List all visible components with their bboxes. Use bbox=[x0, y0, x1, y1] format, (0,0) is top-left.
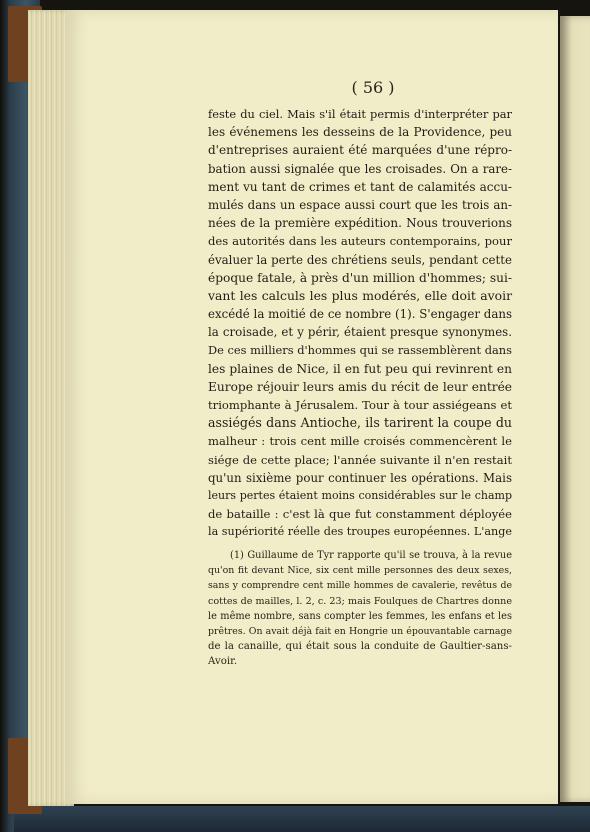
body-line: siége de cette place; l'année suivante il n'en restait bbox=[208, 452, 512, 467]
body-text bbox=[208, 105, 512, 542]
body-line: nées de la première expédition. Nous trouverions bbox=[208, 216, 512, 231]
page-number: ( 56 ) bbox=[351, 78, 395, 97]
body-line: vant les calculs les plus modérés, elle doit avoir bbox=[208, 287, 512, 303]
body-line: les plaines de Nice, il en fut peu qui revinrent en bbox=[208, 361, 512, 376]
body-line: des autorités dans les auteurs contemporains, pour bbox=[208, 234, 512, 249]
footnote-line: qu'on fit devant Nice, six cent mille personnes des deux sexes, bbox=[208, 565, 512, 577]
body-line: leurs pertes étaient moins considérables sur le champ bbox=[208, 488, 512, 502]
body-line: ment vu tant de crimes et tant de calamités accu- bbox=[208, 179, 512, 194]
footnote-line: de la canaille, qui était sous la conduite de Gaultier-sans- bbox=[208, 641, 512, 653]
body-line: malheur : trois cent mille croisés commencèrent le bbox=[208, 434, 512, 449]
body-line: époque fatale, à près d'un million d'hommes; sui- bbox=[208, 270, 512, 285]
body-line: triomphante à Jérusalem. Tour à tour assiégeans et bbox=[208, 398, 512, 412]
facing-page-edge bbox=[560, 16, 590, 802]
body-line: la croisade, et y périr, étaient presque synonymes. bbox=[208, 325, 512, 340]
footnote-line: le même nombre, sans compter les femmes, les enfans et les bbox=[208, 610, 512, 622]
book-cover-bottom bbox=[14, 806, 590, 832]
body-line: feste du ciel. Mais s'il était permis d'interpréter par bbox=[208, 107, 512, 121]
body-line: bation aussi signalée que les croisades. On a rare- bbox=[208, 161, 512, 176]
body-line: évaluer la perte des chrétiens seuls, pendant cette bbox=[208, 252, 512, 267]
body-line: de bataille : c'est là que fut constamment déployée bbox=[208, 507, 512, 522]
footnote-line: sans y comprendre cent mille hommes de cavalerie, revêtus de bbox=[208, 580, 512, 592]
body-line: la supériorité réelle des troupes européennes. L'ange bbox=[208, 525, 513, 539]
body-line: qu'un sixième pour continuer les opérations. Mais bbox=[208, 470, 512, 485]
body-line: excédé la moitié de ce nombre (1). S'engager dans bbox=[208, 307, 512, 322]
footnote bbox=[208, 548, 512, 670]
footnote-line: prêtres. On avait déjà fait en Hongrie un épouvantable carnage bbox=[208, 625, 512, 637]
body-line: mulés dans un espace aussi court que les trois an- bbox=[208, 197, 512, 212]
body-line: assiégés dans Antioche, ils tarirent la coupe du bbox=[208, 415, 512, 431]
body-line: les événemens les desseins de la Providence, peu bbox=[208, 125, 512, 140]
body-line: d'entreprises auraient été marquées d'une répro- bbox=[208, 143, 512, 158]
footnote-line: cottes de mailles, l. 2, c. 23; mais Foulques de Chartres donne bbox=[208, 595, 512, 607]
footnote-line: (1) Guillaume de Tyr rapporte qu'il se trouva, à la revue bbox=[230, 550, 512, 561]
footnote-line: Avoir. bbox=[208, 656, 238, 668]
body-line: De ces milliers d'hommes qui se rassemblèrent dans bbox=[208, 343, 512, 358]
body-line: Europe réjouir leurs amis du récit de leur entrée bbox=[208, 379, 512, 394]
